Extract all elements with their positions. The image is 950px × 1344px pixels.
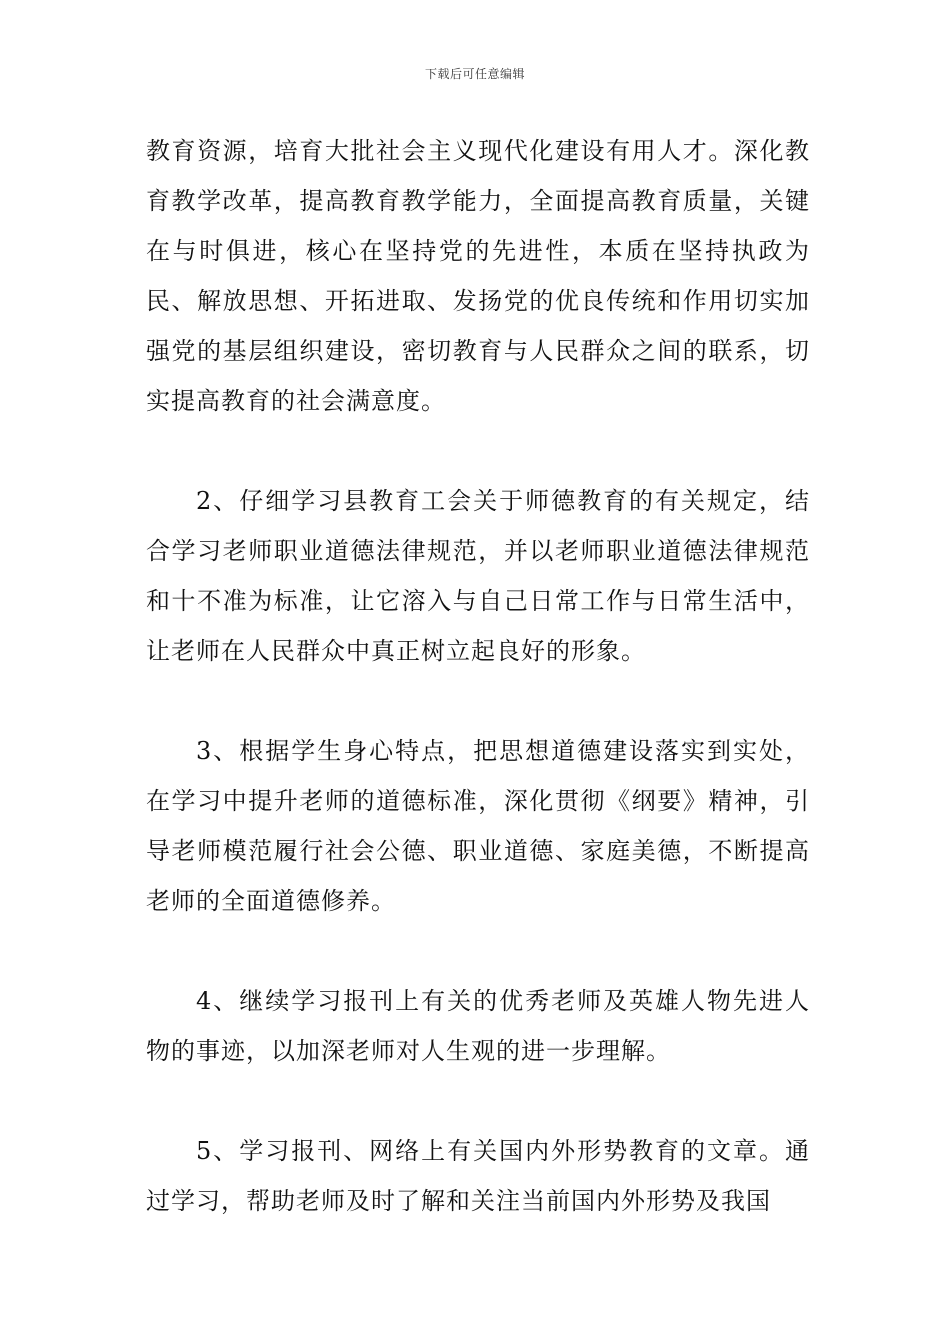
paragraph-item-5: 5、学习报刊、网络上有关国内外形势教育的文章。通过学习，帮助老师及时了解和关注当前国内外形势及我国 [146, 1137, 810, 1215]
document-body [146, 126, 810, 1226]
header-note: 下载后可任意编辑 [424, 67, 525, 81]
paragraph-item-3: 3、根据学生身心特点，把思想道德建设落实到实处，在学习中提升老师的道德标准，深化贯彻《纲要》精神，引导老师模范履行社会公德、职业道德、家庭美德，不断提高老师的全面道德修养。 [146, 737, 810, 915]
paragraph-continuation: 教育资源，培育大批社会主义现代化建设有用人才。深化教育教学改革，提高教育教学能力，全面提高教育质量，关键在与时俱进，核心在坚持党的先进性，本质在坚持执政为民、解放思想、开拓进取、发扬党的优良传统和作用切实加强党的基层组织建设，密切教育与人民群众之间的联系，切实提高教育的社会满意度。 [146, 137, 810, 415]
paragraph-item-2: 2、仔细学习县教育工会关于师德教育的有关规定，结合学习老师职业道德法律规范，并以老师职业道德法律规范和十不准为标准，让它溶入与自己日常工作与日常生活中，让老师在人民群众中真正树立起良好的形象。 [146, 487, 810, 665]
paragraph-item-4: 4、继续学习报刊上有关的优秀老师及英雄人物先进人物的事迹，以加深老师对人生观的进一步理解。 [146, 987, 810, 1065]
